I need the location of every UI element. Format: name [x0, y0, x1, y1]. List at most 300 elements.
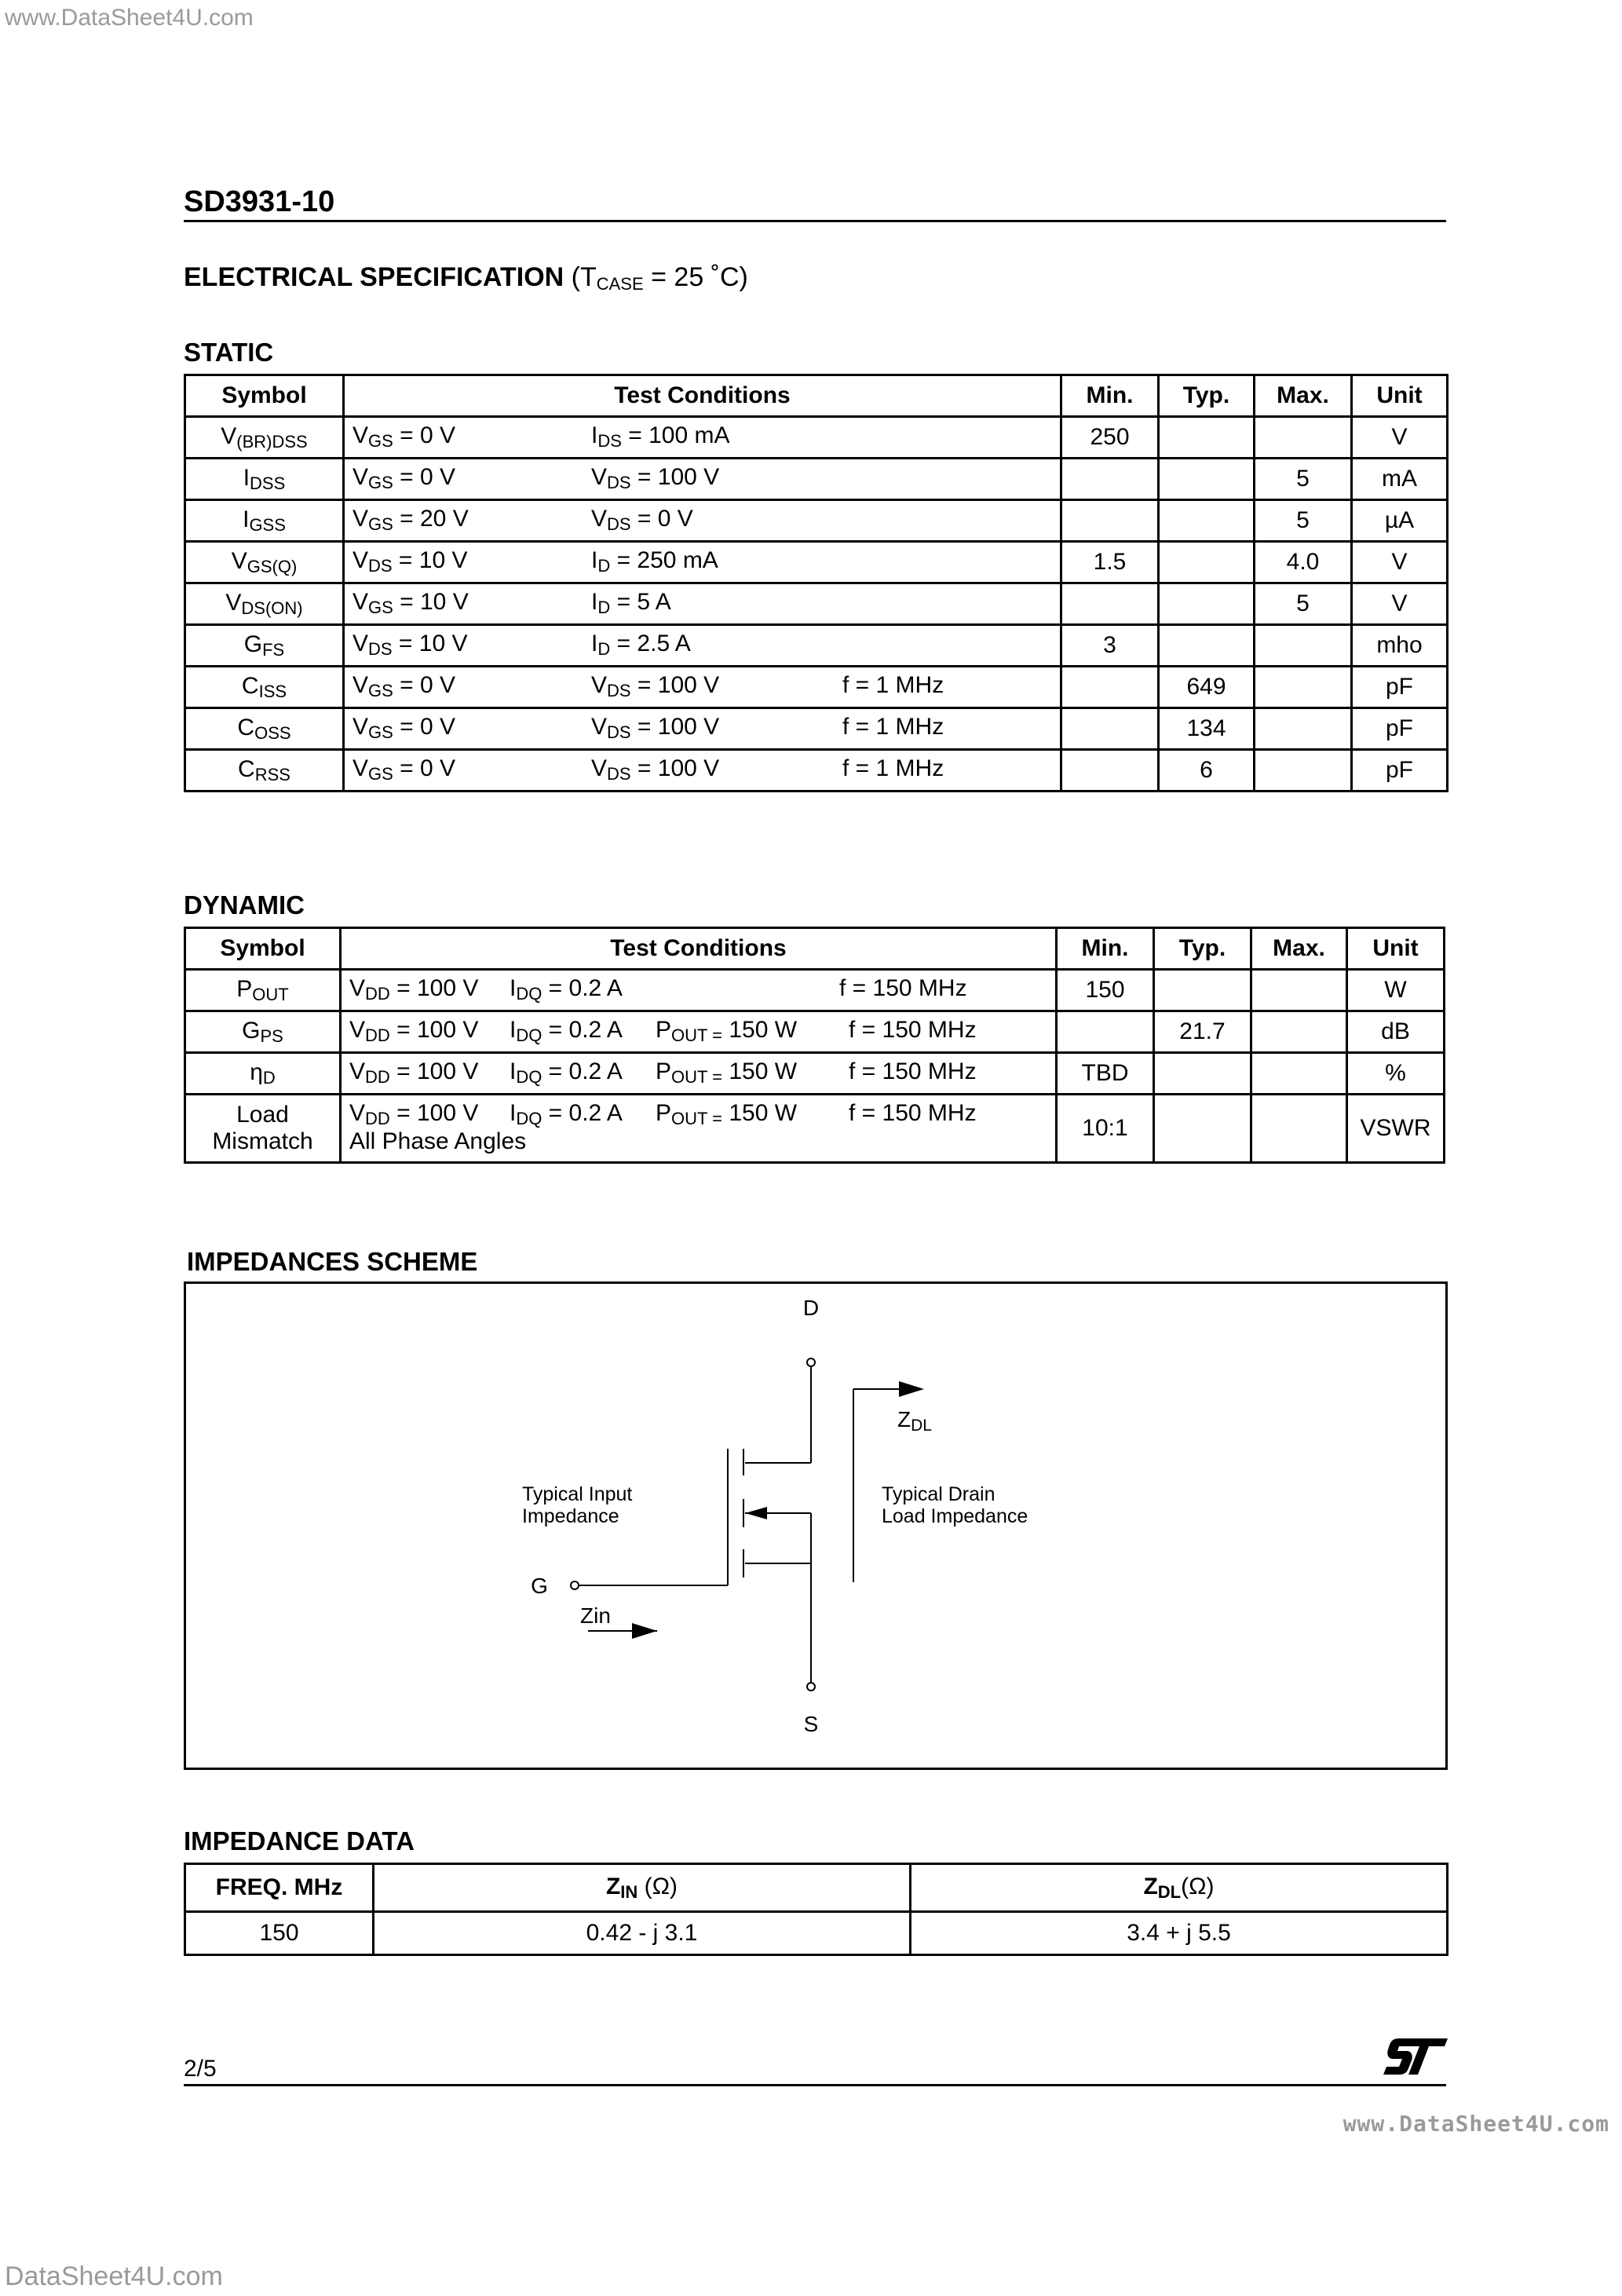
condition-3: f = 1 MHz — [842, 672, 944, 698]
condition-pout-var: P — [656, 1017, 672, 1043]
condition-2 — [591, 755, 719, 784]
condition-2-var: I — [591, 547, 598, 573]
conditions-cell — [344, 417, 1061, 459]
unit-cell: dB — [1347, 1011, 1445, 1053]
unit-cell: % — [1347, 1053, 1445, 1095]
symbol-sub: GSS — [249, 514, 286, 535]
max-cell — [1255, 667, 1352, 708]
condition-2-sub: DS — [607, 681, 631, 700]
unit-cell: pF — [1352, 667, 1448, 708]
dynamic-header-min: Min. — [1057, 928, 1154, 970]
conditions-cell — [344, 708, 1061, 750]
condition-1-sub: GS — [368, 681, 393, 700]
condition-idq-sub: DQ — [516, 984, 542, 1004]
condition-2-var: V — [591, 672, 608, 698]
min-cell: TBD — [1057, 1053, 1154, 1095]
condition-idq — [510, 1058, 623, 1088]
static-header-max: Max. — [1255, 375, 1352, 417]
condition-2-sub: D — [597, 556, 611, 576]
zin-header-main: Z — [605, 1873, 621, 1899]
max-cell — [1255, 417, 1352, 459]
condition-vdd — [349, 1100, 478, 1129]
condition-vdd-sub: DD — [365, 1067, 390, 1087]
condition-1-val: = 0 V — [393, 422, 456, 448]
symbol-main: η — [250, 1058, 263, 1085]
symbol-cell — [185, 750, 344, 792]
static-row — [185, 542, 1448, 583]
unit-cell: pF — [1352, 708, 1448, 750]
condition-1-val: = 0 V — [393, 755, 456, 781]
symbol-main: I — [243, 464, 250, 491]
static-row — [185, 750, 1448, 792]
condition-2-var: V — [591, 714, 608, 740]
symbol-sub: (BR)DSS — [236, 431, 308, 452]
symbol-sub: RSS — [254, 764, 290, 784]
condition-vdd-val: = 100 V — [389, 1100, 479, 1126]
impedance-heading: IMPEDANCE DATA — [184, 1826, 415, 1855]
static-header-conditions: Test Conditions — [344, 375, 1061, 417]
static-header-min: Min. — [1061, 375, 1159, 417]
symbol-line2: Mismatch — [212, 1128, 313, 1154]
typ-cell: 649 — [1159, 667, 1255, 708]
unit-cell: mho — [1352, 625, 1448, 667]
impedance-header-zin — [374, 1864, 911, 1912]
condition-idq-var: I — [510, 1017, 517, 1043]
max-cell — [1251, 1011, 1347, 1053]
condition-idq-sub: DQ — [516, 1067, 542, 1087]
condition-idq-val: = 0.2 A — [542, 1058, 623, 1084]
condition-2-sub: DS — [597, 431, 622, 451]
unit-cell: mA — [1352, 459, 1448, 500]
max-cell: 4.0 — [1255, 542, 1352, 583]
symbol-main: C — [238, 755, 255, 782]
condition-2 — [591, 714, 719, 743]
typ-cell: 134 — [1159, 708, 1255, 750]
condition-1-sub: DS — [368, 556, 393, 576]
condition-1-var: V — [353, 631, 369, 656]
condition-idq-sub: DQ — [516, 1109, 542, 1128]
zin-header-unit: (Ω) — [637, 1873, 678, 1899]
condition-pout-sub: OUT = — [671, 1067, 723, 1087]
condition-idq-val: = 0.2 A — [542, 975, 623, 1001]
impedance-scheme — [184, 1281, 1448, 1770]
condition-3: f = 1 MHz — [842, 755, 944, 781]
static-row — [185, 500, 1448, 542]
symbol-sub: OSS — [254, 722, 291, 743]
symbol-cell — [185, 970, 341, 1011]
max-cell — [1255, 708, 1352, 750]
condition-2 — [591, 672, 719, 701]
symbol-cell — [185, 583, 344, 625]
conditions-cell — [344, 625, 1061, 667]
input-impedance-label-2: Impedance — [522, 1505, 619, 1527]
condition-line2: All Phase Angles — [349, 1128, 527, 1154]
min-cell: 3 — [1061, 625, 1159, 667]
unit-cell: W — [1347, 970, 1445, 1011]
max-cell — [1251, 970, 1347, 1011]
zdl-header-sub: DL — [1157, 1881, 1182, 1902]
source-label: S — [803, 1712, 819, 1736]
symbol-sub: DSS — [250, 473, 286, 493]
impedance-row — [185, 1912, 1448, 1955]
condition-1 — [353, 506, 469, 535]
static-header-row — [185, 375, 1448, 417]
unit-cell: VSWR — [1347, 1095, 1445, 1163]
drain-impedance-label-2: Load Impedance — [882, 1505, 1028, 1527]
condition-idq-val: = 0.2 A — [542, 1017, 623, 1043]
symbol-cell — [185, 625, 344, 667]
dynamic-header-unit: Unit — [1347, 928, 1445, 970]
unit-cell: pF — [1352, 750, 1448, 792]
static-header-unit: Unit — [1352, 375, 1448, 417]
symbol-cell — [185, 667, 344, 708]
condition-pout-var: P — [656, 1058, 672, 1084]
condition-vdd-val: = 100 V — [389, 975, 479, 1001]
impedance-header-zdl — [911, 1864, 1448, 1912]
gate-terminal — [571, 1581, 579, 1589]
condition-1-var: V — [353, 589, 369, 615]
dynamic-header-typ: Typ. — [1154, 928, 1251, 970]
typ-cell: 6 — [1159, 750, 1255, 792]
header-rule — [184, 220, 1446, 222]
condition-vdd-var: V — [349, 1017, 366, 1043]
footer-rule — [184, 2084, 1446, 2086]
scheme-heading: IMPEDANCES SCHEME — [187, 1247, 478, 1276]
symbol-sub: ISS — [258, 681, 287, 701]
condition-freq: f = 150 MHz — [849, 1058, 977, 1084]
condition-pout — [656, 1017, 797, 1046]
zdl-arrow-icon — [899, 1381, 924, 1397]
condition-1 — [353, 589, 469, 618]
condition-1-val: = 0 V — [393, 464, 456, 490]
body-arrow-icon — [745, 1507, 767, 1519]
dynamic-row — [185, 1011, 1445, 1053]
condition-pout-val: 150 W — [722, 1100, 798, 1126]
condition-1 — [353, 631, 467, 660]
condition-2 — [591, 506, 693, 535]
static-row — [185, 583, 1448, 625]
condition-1-sub: GS — [368, 598, 393, 617]
symbol-main: Load — [236, 1102, 289, 1128]
impedance-zdl-cell: 3.4 + j 5.5 — [911, 1912, 1448, 1955]
condition-vdd-var: V — [349, 1100, 366, 1126]
spec-title — [184, 262, 748, 294]
condition-1-sub: GS — [368, 722, 393, 742]
symbol-main: C — [237, 714, 255, 740]
spec-title-cond-rest: = 25 ˚C) — [643, 262, 748, 292]
condition-2-sub: DS — [607, 722, 631, 742]
condition-2-val: = 250 mA — [610, 547, 718, 573]
condition-idq-var: I — [510, 975, 517, 1001]
static-header-symbol: Symbol — [185, 375, 344, 417]
conditions-cell — [341, 1095, 1057, 1163]
min-cell: 250 — [1061, 417, 1159, 459]
symbol-sub: GS(Q) — [247, 556, 298, 576]
symbol-main: I — [243, 506, 250, 532]
condition-vdd — [349, 975, 478, 1004]
typ-cell — [1159, 417, 1255, 459]
condition-vdd-var: V — [349, 1058, 366, 1084]
condition-1-var: V — [353, 547, 369, 573]
condition-1-sub: DS — [368, 639, 393, 659]
condition-2-val: = 5 A — [610, 589, 671, 615]
condition-2-val: = 0 V — [630, 506, 693, 532]
condition-pout — [656, 1100, 797, 1129]
max-cell — [1251, 1053, 1347, 1095]
condition-idq-sub: DQ — [516, 1026, 542, 1045]
unit-cell: V — [1352, 417, 1448, 459]
condition-1 — [353, 547, 467, 576]
symbol-cell — [185, 1053, 341, 1095]
zdl-header-unit: (Ω) — [1181, 1873, 1215, 1899]
zin-arrow-icon — [632, 1623, 657, 1639]
symbol-main: G — [243, 631, 263, 657]
spec-title-cond-sub: CASE — [596, 274, 644, 294]
condition-2-val: = 100 V — [630, 755, 720, 781]
condition-vdd — [349, 1058, 478, 1088]
static-table — [184, 374, 1448, 792]
condition-2-val: = 2.5 A — [610, 631, 691, 656]
condition-2-sub: D — [597, 598, 611, 617]
condition-1-var: V — [353, 714, 369, 740]
min-cell — [1061, 459, 1159, 500]
conditions-cell — [344, 667, 1061, 708]
condition-1 — [353, 755, 455, 784]
dynamic-row — [185, 970, 1445, 1011]
min-cell — [1061, 583, 1159, 625]
typ-cell — [1159, 625, 1255, 667]
symbol-main: V — [221, 422, 237, 449]
symbol-sub: FS — [262, 639, 285, 660]
symbol-cell — [185, 417, 344, 459]
condition-1-sub: GS — [368, 473, 393, 492]
condition-freq: f = 150 MHz — [849, 1017, 977, 1043]
impedance-table — [184, 1863, 1448, 1956]
dynamic-row — [185, 1095, 1445, 1163]
watermark-top[interactable]: www.DataSheet4U.com — [5, 5, 254, 31]
condition-1-val: = 10 V — [392, 547, 468, 573]
conditions-cell — [341, 1011, 1057, 1053]
condition-pout — [656, 1058, 797, 1088]
condition-1-var: V — [353, 506, 369, 532]
page-number: 2/5 — [184, 2056, 217, 2082]
max-cell — [1251, 1095, 1347, 1163]
condition-pout-sub: OUT = — [671, 1109, 723, 1128]
min-cell — [1061, 708, 1159, 750]
dynamic-header-conditions: Test Conditions — [341, 928, 1057, 970]
symbol-cell — [185, 1011, 341, 1053]
min-cell: 1.5 — [1061, 542, 1159, 583]
drain-label: D — [802, 1296, 820, 1320]
condition-1-sub: GS — [368, 431, 393, 451]
conditions-cell — [344, 500, 1061, 542]
condition-1-var: V — [353, 755, 369, 781]
condition-2-var: V — [591, 506, 608, 532]
condition-2 — [591, 464, 719, 493]
max-cell: 5 — [1255, 500, 1352, 542]
dynamic-header-row — [185, 928, 1445, 970]
condition-vdd-val: = 100 V — [389, 1058, 479, 1084]
symbol-sub: D — [262, 1067, 276, 1088]
typ-cell — [1154, 1095, 1251, 1163]
max-cell: 5 — [1255, 583, 1352, 625]
condition-vdd-sub: DD — [365, 1109, 390, 1128]
condition-1-val: = 10 V — [392, 631, 468, 656]
min-cell — [1057, 1011, 1154, 1053]
typ-cell — [1154, 1053, 1251, 1095]
condition-idq — [510, 1017, 623, 1046]
unit-cell: µA — [1352, 500, 1448, 542]
condition-1-sub: GS — [368, 764, 393, 784]
symbol-main: V — [231, 547, 247, 574]
condition-vdd-var: V — [349, 975, 366, 1001]
symbol-main: P — [236, 975, 253, 1002]
typ-cell — [1159, 500, 1255, 542]
symbol-cell — [185, 459, 344, 500]
dynamic-heading: DYNAMIC — [184, 890, 305, 919]
typ-cell — [1159, 583, 1255, 625]
condition-2 — [591, 547, 718, 576]
condition-1-sub: GS — [368, 514, 393, 534]
condition-1-var: V — [353, 464, 369, 490]
condition-2-sub: DS — [607, 473, 631, 492]
max-cell — [1255, 625, 1352, 667]
unit-cell: V — [1352, 583, 1448, 625]
drain-terminal — [807, 1358, 815, 1366]
condition-2-var: V — [591, 755, 608, 781]
zin-header-sub: IN — [620, 1881, 638, 1902]
symbol-main: C — [241, 672, 259, 699]
condition-1-val: = 20 V — [393, 506, 469, 532]
condition-1-val: = 0 V — [393, 714, 456, 740]
condition-vdd-val: = 100 V — [389, 1017, 479, 1043]
condition-idq — [510, 975, 623, 1004]
condition-2-val: = 100 V — [630, 464, 720, 490]
condition-1 — [353, 714, 455, 743]
dynamic-row — [185, 1053, 1445, 1095]
condition-1 — [353, 464, 455, 493]
condition-freq: f = 150 MHz — [849, 1100, 977, 1126]
condition-pout-val: 150 W — [722, 1017, 798, 1043]
condition-2-val: = 100 mA — [621, 422, 730, 448]
condition-2 — [591, 422, 729, 452]
watermark-bottom[interactable]: DataSheet4U.com — [5, 2261, 223, 2291]
part-number: SD3931-10 — [184, 185, 335, 218]
condition-1-val: = 0 V — [393, 672, 456, 698]
impedance-freq-cell: 150 — [185, 1912, 374, 1955]
symbol-cell — [185, 1095, 341, 1163]
spec-title-main: ELECTRICAL SPECIFICATION — [184, 262, 564, 292]
condition-1-var: V — [353, 422, 369, 448]
condition-vdd-sub: DD — [365, 984, 390, 1004]
condition-2-var: I — [591, 589, 598, 615]
conditions-cell — [344, 459, 1061, 500]
watermark-right[interactable]: www.DataSheet4U.com — [1343, 2111, 1609, 2137]
condition-vdd — [349, 1017, 478, 1046]
symbol-cell — [185, 500, 344, 542]
typ-cell — [1159, 459, 1255, 500]
condition-pout-var: P — [656, 1100, 672, 1126]
min-cell — [1061, 500, 1159, 542]
condition-2-sub: DS — [607, 764, 631, 784]
zdl-label — [897, 1407, 932, 1435]
condition-2-var: I — [591, 422, 598, 448]
static-heading: STATIC — [184, 338, 274, 367]
conditions-cell — [344, 750, 1061, 792]
condition-idq — [510, 1100, 623, 1129]
static-row — [185, 625, 1448, 667]
condition-2-sub: D — [597, 639, 611, 659]
input-impedance-label-1: Typical Input — [522, 1483, 633, 1505]
symbol-cell — [185, 542, 344, 583]
unit-cell: V — [1352, 542, 1448, 583]
condition-1 — [353, 672, 455, 701]
condition-2-val: = 100 V — [630, 714, 720, 740]
min-cell — [1061, 667, 1159, 708]
mosfet-diagram — [186, 1284, 1445, 1768]
condition-idq-var: I — [510, 1058, 517, 1084]
symbol-sub: OUT — [252, 984, 289, 1004]
condition-idq-var: I — [510, 1100, 517, 1126]
static-row — [185, 459, 1448, 500]
conditions-cell — [341, 1053, 1057, 1095]
zdl-label-sub: DL — [911, 1417, 932, 1435]
min-cell: 150 — [1057, 970, 1154, 1011]
zdl-label-main: Z — [897, 1407, 911, 1431]
impedance-header-row — [185, 1864, 1448, 1912]
max-cell — [1255, 750, 1352, 792]
condition-pout-val: 150 W — [722, 1058, 798, 1084]
static-row — [185, 667, 1448, 708]
gate-label: G — [531, 1574, 548, 1598]
conditions-cell — [344, 542, 1061, 583]
drain-impedance-label-1: Typical Drain — [882, 1483, 995, 1505]
condition-2 — [591, 589, 671, 618]
max-cell: 5 — [1255, 459, 1352, 500]
condition-2-var: I — [591, 631, 598, 656]
condition-idq-val: = 0.2 A — [542, 1100, 623, 1126]
st-logo — [1382, 2034, 1449, 2079]
conditions-cell — [341, 970, 1057, 1011]
symbol-sub: PS — [260, 1026, 283, 1046]
zdl-header-main: Z — [1143, 1873, 1158, 1899]
condition-pout-sub: OUT = — [671, 1026, 723, 1045]
symbol-cell — [185, 708, 344, 750]
typ-cell: 21.7 — [1154, 1011, 1251, 1053]
condition-1-var: V — [353, 672, 369, 698]
condition-1-val: = 10 V — [393, 589, 469, 615]
condition-vdd-sub: DD — [365, 1026, 390, 1045]
static-header-typ: Typ. — [1159, 375, 1255, 417]
static-row — [185, 417, 1448, 459]
dynamic-table — [184, 927, 1445, 1164]
symbol-sub: DS(ON) — [241, 598, 303, 618]
min-cell — [1061, 750, 1159, 792]
typ-cell — [1159, 542, 1255, 583]
static-row — [185, 708, 1448, 750]
conditions-cell — [344, 583, 1061, 625]
symbol-main: G — [242, 1017, 261, 1044]
condition-1 — [353, 422, 455, 452]
condition-3: f = 1 MHz — [842, 714, 944, 740]
spec-title-cond-open: (T — [571, 262, 597, 292]
min-cell: 10:1 — [1057, 1095, 1154, 1163]
impedance-zin-cell: 0.42 - j 3.1 — [374, 1912, 911, 1955]
dynamic-header-max: Max. — [1251, 928, 1347, 970]
symbol-main: V — [225, 589, 242, 616]
zin-label: Zin — [580, 1603, 611, 1628]
condition-2-val: = 100 V — [630, 672, 720, 698]
